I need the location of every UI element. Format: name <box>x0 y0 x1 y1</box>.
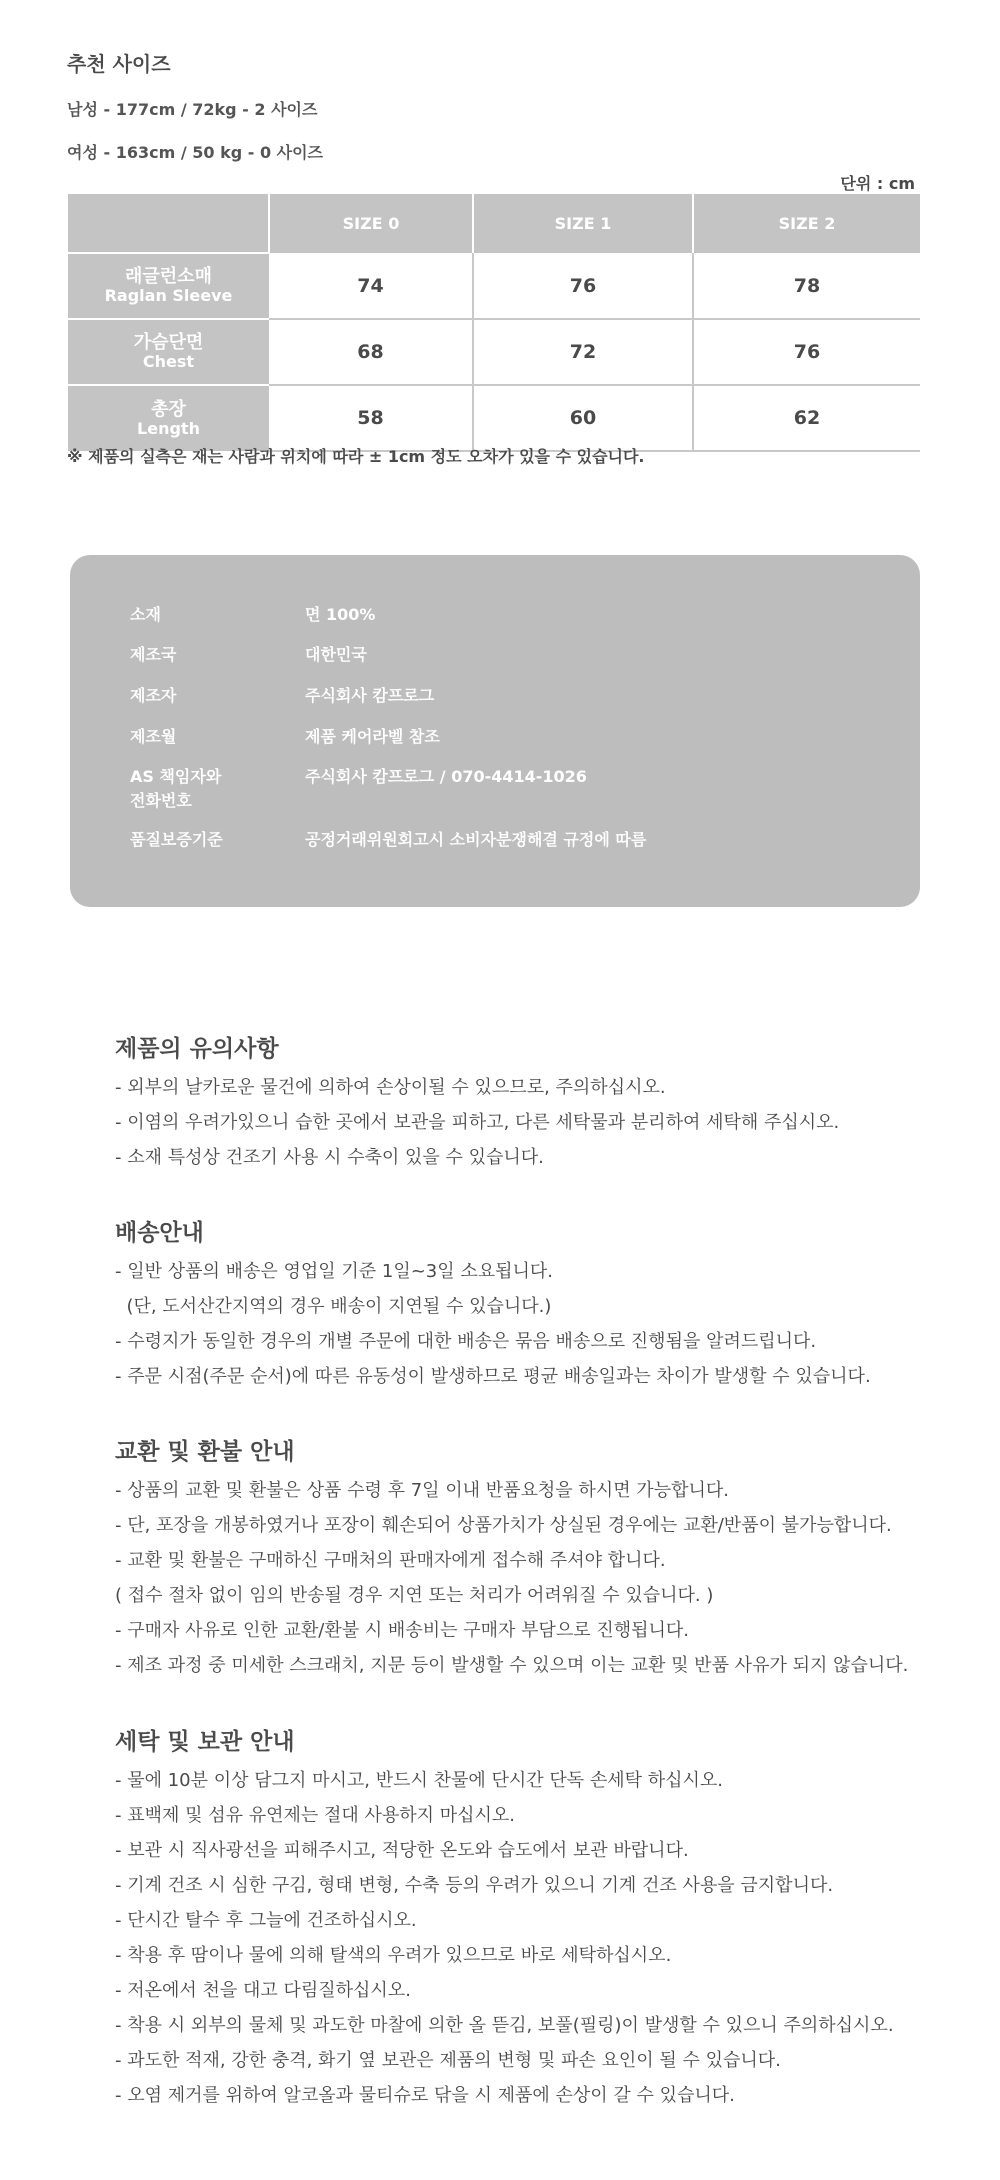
product-info-box <box>70 555 920 907</box>
list-item: - 이염의 우려가있으니 습한 곳에서 보관을 피하고, 다른 세탁물과 분리하여 세탁해 주십시오. <box>115 1112 840 1133</box>
info-key: 제조자 <box>130 686 177 705</box>
list-item: - 저온에서 천을 대고 다림질하십시오. <box>115 1980 411 2001</box>
table-cell: 62 <box>693 385 920 451</box>
size-table-corner <box>68 194 269 253</box>
table-cell: 76 <box>693 319 920 385</box>
recommended-size-title: 추천 사이즈 <box>67 52 171 76</box>
recommended-size-men: 남성 - 177cm / 72kg - 2 사이즈 <box>67 100 318 119</box>
info-key: 소재 <box>130 605 161 624</box>
row-header <box>68 319 269 385</box>
table-cell: 68 <box>269 319 473 385</box>
info-key: 제조국 <box>130 645 177 664</box>
list-item: - 제조 과정 중 미세한 스크래치, 지문 등이 발생할 수 있으며 이는 교환 및 반품 사유가 되지 않습니다. <box>115 1655 909 1676</box>
list-item: - 일반 상품의 배송은 영업일 기준 1일~3일 소요됩니다. <box>115 1261 554 1282</box>
recommended-size <box>67 48 323 183</box>
size-table <box>68 194 920 452</box>
list-item: - 표백제 및 섬유 유연제는 절대 사용하지 마십시오. <box>115 1805 516 1826</box>
notice-list <box>115 1479 908 1689</box>
list-item: - 보관 시 직사광선을 피해주시고, 적당한 온도와 습도에서 보관 바랍니다. <box>115 1840 689 1861</box>
row-header <box>68 253 269 319</box>
notice-list <box>115 1076 839 1181</box>
section-title: 제품의 유의사항 <box>115 1036 279 1062</box>
table-row <box>68 319 920 385</box>
section-title: 배송안내 <box>115 1220 204 1246</box>
row-header-ko: 총장 <box>151 398 186 420</box>
row-header-ko: 가슴단면 <box>133 332 204 354</box>
info-value: 공정거래위원회고시 소비자분쟁해결 규정에 따름 <box>305 830 647 849</box>
table-row <box>68 385 920 451</box>
notice-list <box>115 1260 871 1400</box>
list-item: (단, 도서산간지역의 경우 배송이 지연될 수 있습니다.) <box>115 1296 552 1317</box>
info-key: 제조월 <box>130 727 177 746</box>
list-item: - 수령지가 동일한 경우의 개별 주문에 대한 배송은 묶음 배송으로 진행됨을 알려드립니다. <box>115 1331 817 1352</box>
notice-list <box>115 1769 894 2119</box>
list-item: - 기계 건조 시 심한 구김, 형태 변형, 수축 등의 우려가 있으니 기계 건조 사용을 금지합니다. <box>115 1875 834 1896</box>
list-item: - 물에 10분 이상 담그지 마시고, 반드시 찬물에 단시간 단독 손세탁 하십시오. <box>115 1770 724 1791</box>
row-header-en: Chest <box>142 352 195 372</box>
info-value: 주식회사 캄프로그 / 070-4414-1026 <box>305 767 587 786</box>
table-row <box>68 253 920 319</box>
list-item: - 오염 제거를 위하여 알코올과 물티슈로 닦을 시 제품에 손상이 갈 수 있습니다. <box>115 2085 735 2106</box>
notice-section-caution <box>115 1032 839 1181</box>
list-item: - 단, 포장을 개봉하였거나 포장이 훼손되어 상품가치가 상실된 경우에는 교환/반품이 불가능합니다. <box>115 1515 892 1536</box>
info-key: 품질보증기준 <box>130 830 223 849</box>
info-value: 면 100% <box>305 605 376 624</box>
list-item: - 착용 후 땀이나 물에 의해 탈색의 우려가 있으므로 바로 세탁하십시오. <box>115 1945 672 1966</box>
list-item: - 교환 및 환불은 구매하신 구매처의 판매자에게 접수해 주셔야 합니다. <box>115 1550 666 1571</box>
size-table-column-header: SIZE 2 <box>693 194 920 253</box>
info-value: 제품 케어라벨 참조 <box>305 727 440 746</box>
table-cell: 74 <box>269 253 473 319</box>
list-item: - 상품의 교환 및 환불은 상품 수령 후 7일 이내 반품요청을 하시면 가능합니다. <box>115 1480 729 1501</box>
size-table-header-row <box>68 194 920 253</box>
list-item: ( 접수 절차 없이 임의 반송될 경우 지연 또는 처리가 어려워질 수 있습니다. ) <box>115 1585 714 1606</box>
list-item: - 구매자 사유로 인한 교환/환불 시 배송비는 구매자 부담으로 진행됩니다. <box>115 1620 690 1641</box>
size-table-column-header: SIZE 1 <box>473 194 693 253</box>
info-key-line: 전화번호 <box>130 791 192 810</box>
table-cell: 58 <box>269 385 473 451</box>
section-title: 세탁 및 보관 안내 <box>115 1729 295 1755</box>
notice-section-exchange <box>115 1435 908 1689</box>
info-key-line: AS 책임자와 <box>130 767 222 786</box>
row-header-en: Length <box>137 418 200 438</box>
notice-section-care <box>115 1725 894 2119</box>
list-item: - 주문 시점(주문 순서)에 따른 유동성이 발생하므로 평균 배송일과는 차이가 발생할 수 있습니다. <box>115 1366 871 1387</box>
table-cell: 76 <box>473 253 693 319</box>
table-cell: 72 <box>473 319 693 385</box>
row-header <box>68 385 269 451</box>
table-cell: 60 <box>473 385 693 451</box>
info-key <box>130 765 290 813</box>
list-item: - 외부의 날카로운 물건에 의하여 손상이될 수 있으므로, 주의하십시오. <box>115 1077 666 1098</box>
info-value: 주식회사 캄프로그 <box>305 686 435 705</box>
info-value: 대한민국 <box>305 645 367 664</box>
measure-note: ※ 제품의 실측은 재는 사람과 위치에 따라 ± 1cm 정도 오차가 있을 수 있습니다. <box>67 447 645 466</box>
list-item: - 단시간 탈수 후 그늘에 건조하십시오. <box>115 1910 417 1931</box>
size-table-column-header: SIZE 0 <box>269 194 473 253</box>
row-header-en: Raglan Sleeve <box>104 286 233 306</box>
list-item: - 과도한 적재, 강한 충격, 화기 옆 보관은 제품의 변형 및 파손 요인이 될 수 있습니다. <box>115 2050 781 2071</box>
notice-section-shipping <box>115 1216 871 1400</box>
list-item: - 소재 특성상 건조기 사용 시 수축이 있을 수 있습니다. <box>115 1147 544 1168</box>
unit-label: 단위 : cm <box>840 174 915 193</box>
table-cell: 78 <box>693 253 920 319</box>
recommended-size-women: 여성 - 163cm / 50 kg - 0 사이즈 <box>67 143 324 162</box>
section-title: 교환 및 환불 안내 <box>115 1439 295 1465</box>
row-header-ko: 래글런소매 <box>125 266 212 288</box>
list-item: - 착용 시 외부의 물체 및 과도한 마찰에 의한 올 뜯김, 보풀(필링)이 발생할 수 있으니 주의하십시오. <box>115 2015 894 2036</box>
